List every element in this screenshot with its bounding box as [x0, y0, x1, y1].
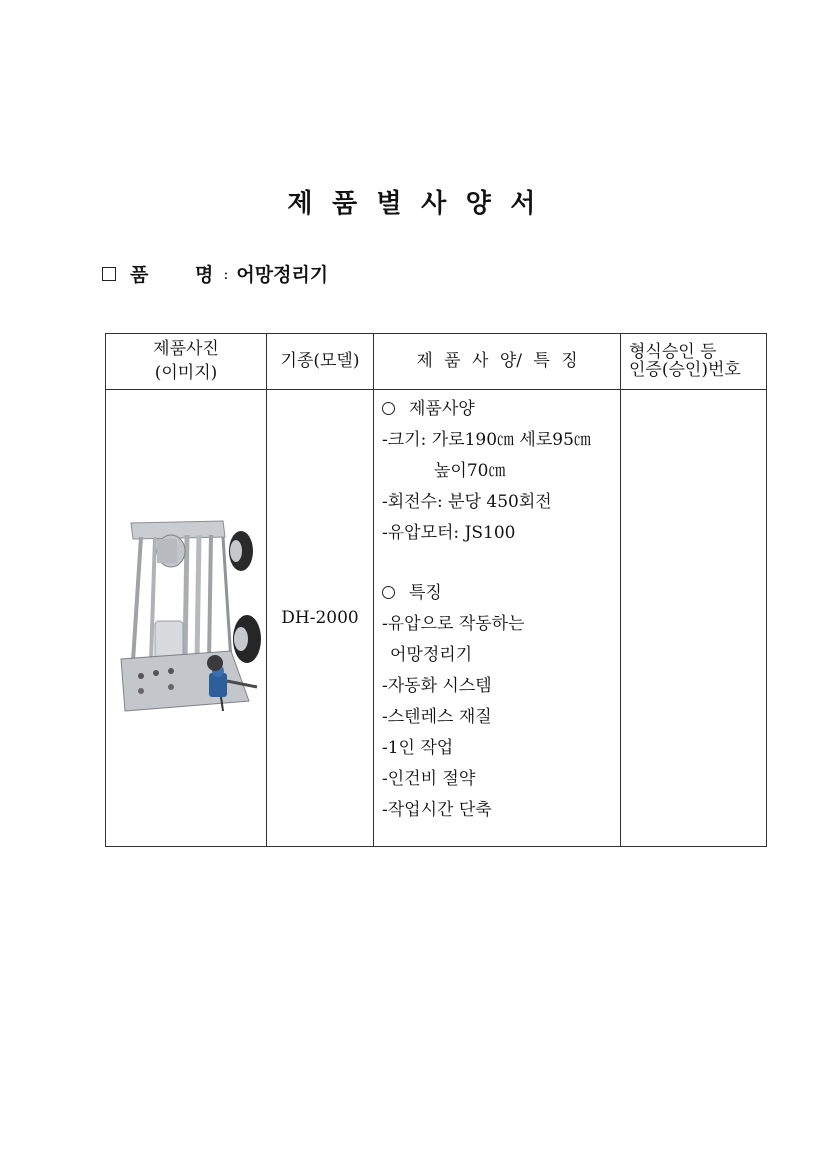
table-row	[106, 390, 767, 847]
spec-heading: 특징	[409, 583, 442, 603]
spec-line-blank	[382, 549, 620, 578]
checkbox-icon	[102, 267, 116, 281]
header-cert-line1: 형식승인 등	[629, 341, 717, 362]
spec-line: -크기: 가로190㎝ 세로95㎝	[382, 430, 591, 450]
spec-line: 높이70㎝	[434, 461, 506, 481]
product-colon: :	[223, 264, 229, 283]
product-photo	[111, 511, 261, 721]
header-cert	[621, 334, 767, 390]
cert-cell	[621, 390, 767, 847]
model-cell: DH-2000	[267, 390, 374, 847]
circle-bullet-icon	[382, 586, 395, 599]
spec-line: -작업시간 단축	[382, 800, 492, 820]
document-title: 제 품 별 사 양 서	[287, 189, 536, 219]
header-model: 기종(모델)	[267, 334, 374, 390]
spec-line	[382, 394, 620, 425]
spec-heading: 제품사양	[409, 399, 475, 419]
product-name: 어망정리기	[236, 264, 329, 286]
product-name-line	[102, 260, 328, 287]
spec-line: -유압모터: JS100	[382, 523, 516, 543]
circle-bullet-icon	[382, 402, 395, 415]
header-photo	[106, 334, 267, 390]
product-label: 품 명	[130, 264, 214, 286]
spec-line: -자동화 시스템	[382, 676, 492, 696]
product-photo-cell	[106, 390, 267, 847]
header-photo-line2: (이미지)	[154, 362, 218, 383]
spec-line: 어망정리기	[390, 645, 473, 665]
spec-line: -1인 작업	[382, 738, 454, 758]
table-header-row	[106, 334, 767, 390]
header-photo-line1: 제품사진	[153, 338, 219, 359]
spec-line	[382, 578, 620, 609]
spec-cell	[374, 390, 621, 847]
header-spec: 제 품 사 양/ 특 징	[374, 334, 621, 390]
spec-table	[105, 333, 767, 847]
spec-line: -회전수: 분당 450회전	[382, 492, 552, 512]
spec-line: -인건비 절약	[382, 769, 476, 789]
spec-line: -유압으로 작동하는	[382, 614, 525, 634]
header-cert-line2: 인증(승인)번호	[629, 359, 741, 380]
spec-line: -스텐레스 재질	[382, 707, 492, 727]
